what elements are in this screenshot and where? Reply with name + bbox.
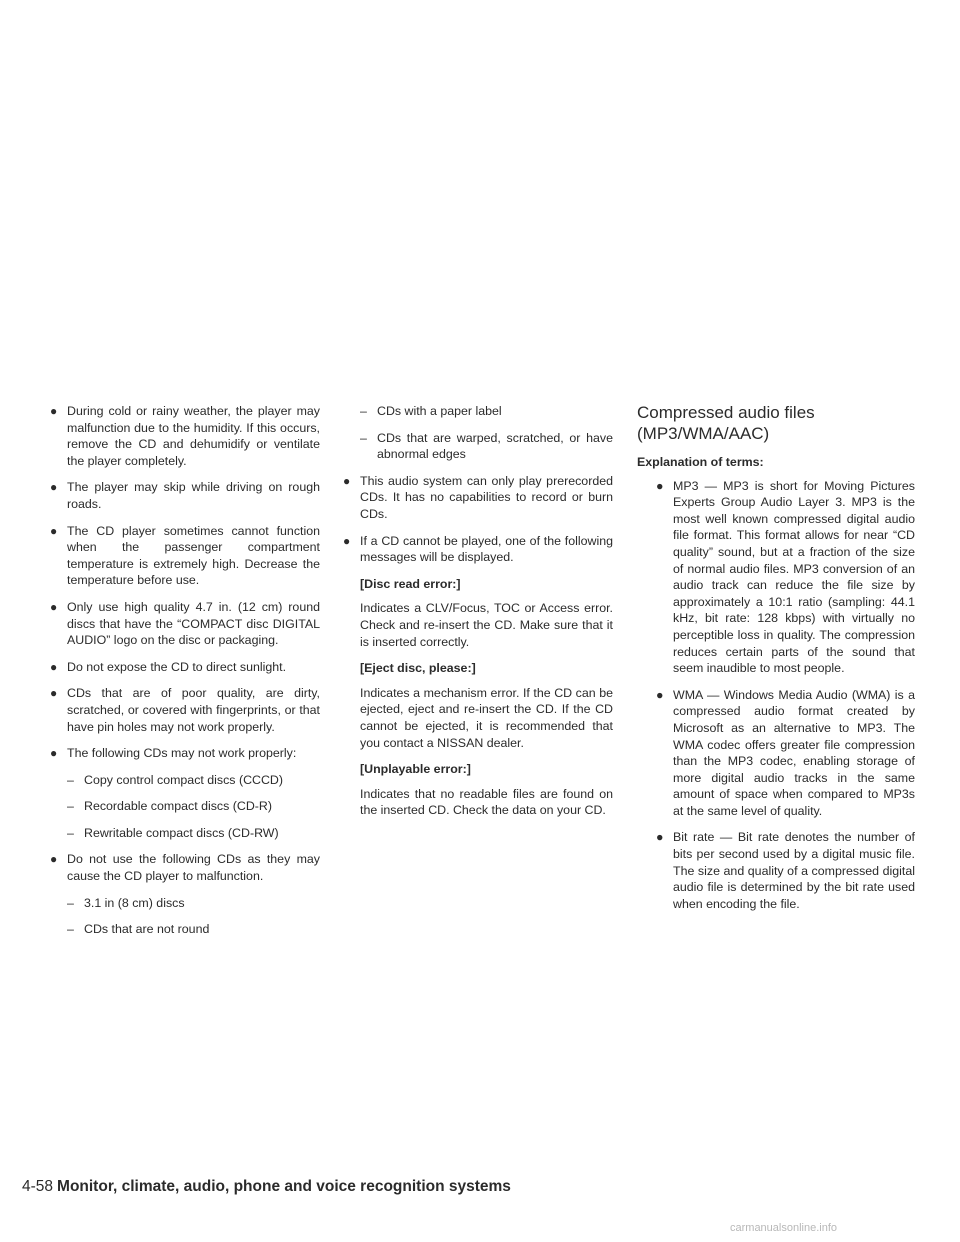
message-description: Indicates that no readable files are found on the inserted CD. Check the data on your CD. <box>360 786 613 818</box>
bullet-icon: ● <box>50 404 58 418</box>
list-item: ● This audio system can only play prerecorded CDs. It has no capabilities to record or burn CDs. <box>343 473 613 521</box>
page-footer <box>22 1177 922 1197</box>
message-heading: [Eject disc, please:] <box>360 661 476 676</box>
column-middle <box>343 403 613 829</box>
dash-item: – Rewritable compact discs (CD-RW) <box>67 825 279 840</box>
list-item: ● During cold or rainy weather, the player may malfunction due to the humidity. If this occurs, remove the CD and dehumidify or ventilate the player completely. <box>50 404 320 468</box>
message-heading: [Unplayable error:] <box>360 762 471 777</box>
list-item: ● If a CD cannot be played, one of the following messages will be displayed. <box>343 533 613 565</box>
dash-item: – CDs that are not round <box>67 922 210 937</box>
list-item: ● Do not expose the CD to direct sunlight. <box>50 659 287 674</box>
column-left <box>50 403 320 948</box>
list-item: ● Bit rate — Bit rate denotes the number of bits per second used by a digital music file. The size and quality of a compressed digital audio file is determined by the bit rate used when encoding the file. <box>656 830 915 911</box>
bullet-icon: ● <box>656 830 664 845</box>
chapter-title: Monitor, climate, audio, phone and voice recognition systems <box>57 1178 511 1195</box>
page-number: 4-58 <box>22 1178 54 1195</box>
dash-icon: – <box>67 825 74 840</box>
list-item: ● Only use high quality 4.7 in. (12 cm) round discs that have the “COMPACT disc DIGITAL AUDIO” logo on the disc or packaging. <box>50 599 320 648</box>
subsection-label: Explanation of terms: <box>637 455 764 469</box>
list-item: ● WMA — Windows Media Audio (WMA) is a compressed audio format created by Microsoft as an alternative to MP3. The WMA codec offers greater file compression than the MP3 codec, enabling storage of more digital audio tracks in the same amount of space when compared to MP3s at the same level of quality. <box>656 687 915 818</box>
section-title: Compressed audio files (MP3/WMA/AAC) <box>637 403 815 443</box>
watermark: carmanualsonline.info <box>730 1222 838 1234</box>
bullet-icon: ● <box>343 533 351 548</box>
dash-icon: – <box>67 772 74 787</box>
message-description: Indicates a mechanism error. If the CD can be ejected, eject and re-insert the CD. If the CD cannot be ejected, it is recommended that you contact a NISSAN dealer. <box>360 685 613 750</box>
bullet-icon: ● <box>50 659 58 674</box>
dash-item: – 3.1 in (8 cm) discs <box>67 895 185 910</box>
list-item: ● CDs that are of poor quality, are dirty, scratched, or covered with fingerprints, or that have pin holes may not work properly. <box>50 686 320 734</box>
list-item: ● The following CDs may not work properly: <box>50 746 297 761</box>
bullet-icon: ● <box>50 686 58 701</box>
bullet-icon: ● <box>50 523 58 538</box>
list-item: ● Do not use the following CDs as they may cause the CD player to malfunction. <box>50 852 320 884</box>
dash-icon: – <box>67 922 74 937</box>
bullet-icon: ● <box>50 599 58 614</box>
bullet-icon: ● <box>656 687 664 702</box>
bullet-icon: ● <box>343 473 351 488</box>
dash-icon: – <box>360 404 367 418</box>
dash-item: – Recordable compact discs (CD-R) <box>67 799 272 814</box>
dash-item: – CDs that are warped, scratched, or have abnormal edges <box>360 430 613 462</box>
bullet-icon: ● <box>50 746 58 761</box>
list-item: ● The CD player sometimes cannot function when the passenger compartment temperature is extremely high. Decrease the temperature before use. <box>50 523 320 588</box>
message-description: Indicates a CLV/Focus, TOC or Access error. Check and re-insert the CD. Make sure that it is inserted correctly. <box>360 601 613 649</box>
list-item: ● The player may skip while driving on rough roads. <box>50 480 320 511</box>
bullet-icon: ● <box>656 478 664 493</box>
bullet-icon: ● <box>50 852 58 867</box>
list-item: ● MP3 — MP3 is short for Moving Pictures Experts Group Audio Layer 3. MP3 is the most well known compressed digital audio file format. This format allows for near “CD quality” sound, but at a fraction of the size of normal audio files. MP3 conversion of an audio track can reduce the file size by approximately a 10:1 ratio (sampling: 44.1 kHz, bit rate: 128 kbps) with virtually no perceptible loss in quality. The compression reduces certain parts of the sound that seem inaudible to most people. <box>656 478 915 676</box>
dash-icon: – <box>67 895 74 910</box>
dash-item: – Copy control compact discs (CCCD) <box>67 772 283 787</box>
bullet-icon: ● <box>50 480 58 495</box>
dash-icon: – <box>67 799 74 814</box>
dash-icon: – <box>360 430 367 445</box>
dash-item: – CDs with a paper label <box>360 404 502 418</box>
column-right <box>637 403 915 922</box>
message-heading: [Disc read error:] <box>360 576 461 591</box>
